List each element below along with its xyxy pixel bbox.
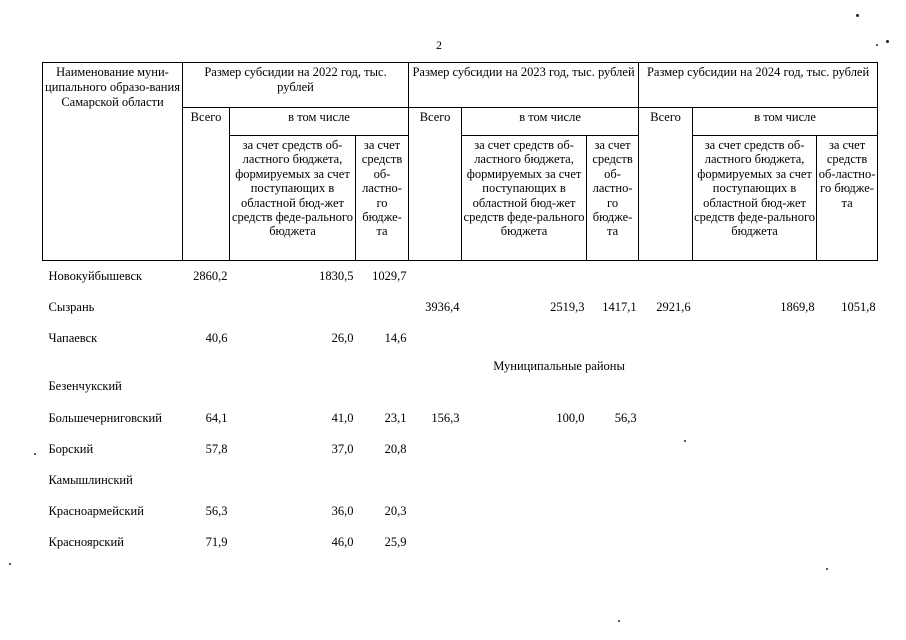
cell-value: 23,1 bbox=[384, 411, 407, 425]
cell-value bbox=[462, 434, 587, 465]
cell-value bbox=[587, 527, 639, 558]
cell-value: 20,3 bbox=[384, 504, 407, 518]
cell-value: 1029,7 bbox=[372, 269, 407, 283]
header-year-2024: Размер субсидии на 2024 год, тыс. рублей bbox=[639, 63, 878, 108]
table-row bbox=[43, 261, 878, 293]
table-row bbox=[43, 465, 878, 496]
header-year-2022: Размер субсидии на 2022 год, тыс. рублей bbox=[183, 63, 409, 108]
table-row bbox=[43, 496, 878, 527]
cell-value: 25,9 bbox=[384, 535, 407, 549]
row-name: Большечерниговский bbox=[48, 411, 162, 425]
cell-value: 37,0 bbox=[331, 442, 354, 456]
cell-value bbox=[409, 496, 462, 527]
cell-value: 2860,2 bbox=[193, 269, 228, 283]
cell-value: 56,3 bbox=[205, 504, 228, 518]
cell-value bbox=[409, 323, 462, 354]
row-name: Сызрань bbox=[48, 300, 95, 314]
row-name: Борский bbox=[48, 442, 94, 456]
cell-value bbox=[462, 496, 587, 527]
cell-value bbox=[817, 261, 878, 293]
cell-value bbox=[639, 496, 693, 527]
header-total: Всего bbox=[183, 108, 230, 261]
cell-value bbox=[817, 434, 878, 465]
cell-value: 20,8 bbox=[384, 442, 407, 456]
table-row bbox=[43, 434, 878, 465]
row-name: Красноармейский bbox=[48, 504, 144, 518]
cell-value bbox=[462, 261, 587, 293]
table-row bbox=[43, 323, 878, 354]
cell-value bbox=[693, 527, 817, 558]
page-number: 2 bbox=[436, 38, 442, 52]
header-federal-funds: за счет средств об-ластного бюджета, формируемых за счет поступающих в областной бюд-жет средств феде-рального бюджета bbox=[462, 136, 587, 261]
header-federal-funds: за счет средств об-ластного бюджета, формируемых за счет поступающих в областной бюд-жет средств феде-рального бюджета bbox=[693, 136, 817, 261]
subsidy-table bbox=[42, 62, 878, 558]
group-label: Муниципальные районы bbox=[493, 359, 625, 373]
row-name: Красноярский bbox=[48, 535, 124, 549]
header-total: Всего bbox=[639, 108, 693, 261]
cell-value bbox=[587, 434, 639, 465]
cell-value bbox=[693, 323, 817, 354]
cell-value bbox=[587, 496, 639, 527]
header-year-2023: Размер субсидии на 2023 год, тыс. рублей bbox=[409, 63, 639, 108]
cell-value bbox=[356, 292, 409, 323]
cell-value: 1051,8 bbox=[841, 300, 876, 314]
cell-value bbox=[639, 323, 693, 354]
cell-value bbox=[639, 261, 693, 293]
cell-value bbox=[462, 323, 587, 354]
group-row bbox=[43, 354, 878, 379]
cell-value bbox=[587, 261, 639, 293]
scan-speck bbox=[618, 620, 620, 622]
cell-value: 26,0 bbox=[331, 331, 354, 345]
cell-value bbox=[693, 434, 817, 465]
header-federal-funds: за счет средств об-ластного бюджета, формируемых за счет поступающих в областной бюд-жет средств феде-рального бюджета bbox=[230, 136, 356, 261]
cell-value bbox=[587, 323, 639, 354]
cell-value: 57,8 bbox=[205, 442, 228, 456]
cell-value bbox=[693, 496, 817, 527]
row-name: Чапаевск bbox=[48, 331, 98, 345]
cell-value bbox=[183, 292, 230, 323]
scan-speck bbox=[34, 453, 36, 455]
cell-value: 1417,1 bbox=[602, 300, 637, 314]
cell-value: 2921,6 bbox=[656, 300, 691, 314]
cell-value bbox=[462, 527, 587, 558]
cell-value bbox=[409, 261, 462, 293]
cell-value bbox=[639, 434, 693, 465]
cell-value bbox=[817, 323, 878, 354]
cell-value: 36,0 bbox=[331, 504, 354, 518]
cell-value bbox=[409, 527, 462, 558]
cell-value: 156,3 bbox=[431, 411, 460, 425]
row-name: Камышлинский bbox=[48, 473, 133, 487]
cell-value: 2519,3 bbox=[550, 300, 585, 314]
cell-value: 56,3 bbox=[614, 411, 637, 425]
cell-value bbox=[817, 403, 878, 434]
header-total: Всего bbox=[409, 108, 462, 261]
cell-value bbox=[693, 403, 817, 434]
cell-value: 46,0 bbox=[331, 535, 354, 549]
header-including: в том числе bbox=[230, 108, 409, 136]
table-row bbox=[43, 403, 878, 434]
cell-value: 100,0 bbox=[556, 411, 585, 425]
cell-value bbox=[639, 403, 693, 434]
scan-speck bbox=[876, 44, 878, 46]
cell-value bbox=[693, 261, 817, 293]
scan-speck bbox=[886, 40, 889, 43]
table-row bbox=[43, 379, 878, 403]
cell-value bbox=[639, 527, 693, 558]
cell-value: 71,9 bbox=[205, 535, 228, 549]
header-including: в том числе bbox=[693, 108, 878, 136]
row-name: Новокуйбышевск bbox=[48, 269, 143, 283]
scan-speck bbox=[856, 14, 859, 17]
header-regional-funds: за счет средств об-ластно-го бюдже-та bbox=[356, 136, 409, 261]
table-row bbox=[43, 527, 878, 558]
cell-value: 40,6 bbox=[205, 331, 228, 345]
row-name: Безенчукский bbox=[48, 379, 122, 393]
cell-value: 14,6 bbox=[384, 331, 407, 345]
cell-value bbox=[230, 292, 356, 323]
cell-value: 64,1 bbox=[205, 411, 228, 425]
scan-speck bbox=[826, 568, 828, 570]
table-row bbox=[43, 292, 878, 323]
cell-value bbox=[817, 496, 878, 527]
cell-value: 1869,8 bbox=[780, 300, 815, 314]
scan-speck bbox=[9, 563, 11, 565]
header-including: в том числе bbox=[462, 108, 639, 136]
cell-value: 1830,5 bbox=[319, 269, 354, 283]
cell-value bbox=[409, 434, 462, 465]
header-regional-funds: за счет средств об-ластно-го бюдже-та bbox=[817, 136, 878, 261]
header-municipality: Наименование муни-ципального образо-вания Самарской области bbox=[43, 63, 183, 261]
cell-value: 41,0 bbox=[331, 411, 354, 425]
header-regional-funds: за счет средств об-ластно-го бюдже-та bbox=[587, 136, 639, 261]
cell-value bbox=[817, 527, 878, 558]
cell-value: 3936,4 bbox=[425, 300, 460, 314]
